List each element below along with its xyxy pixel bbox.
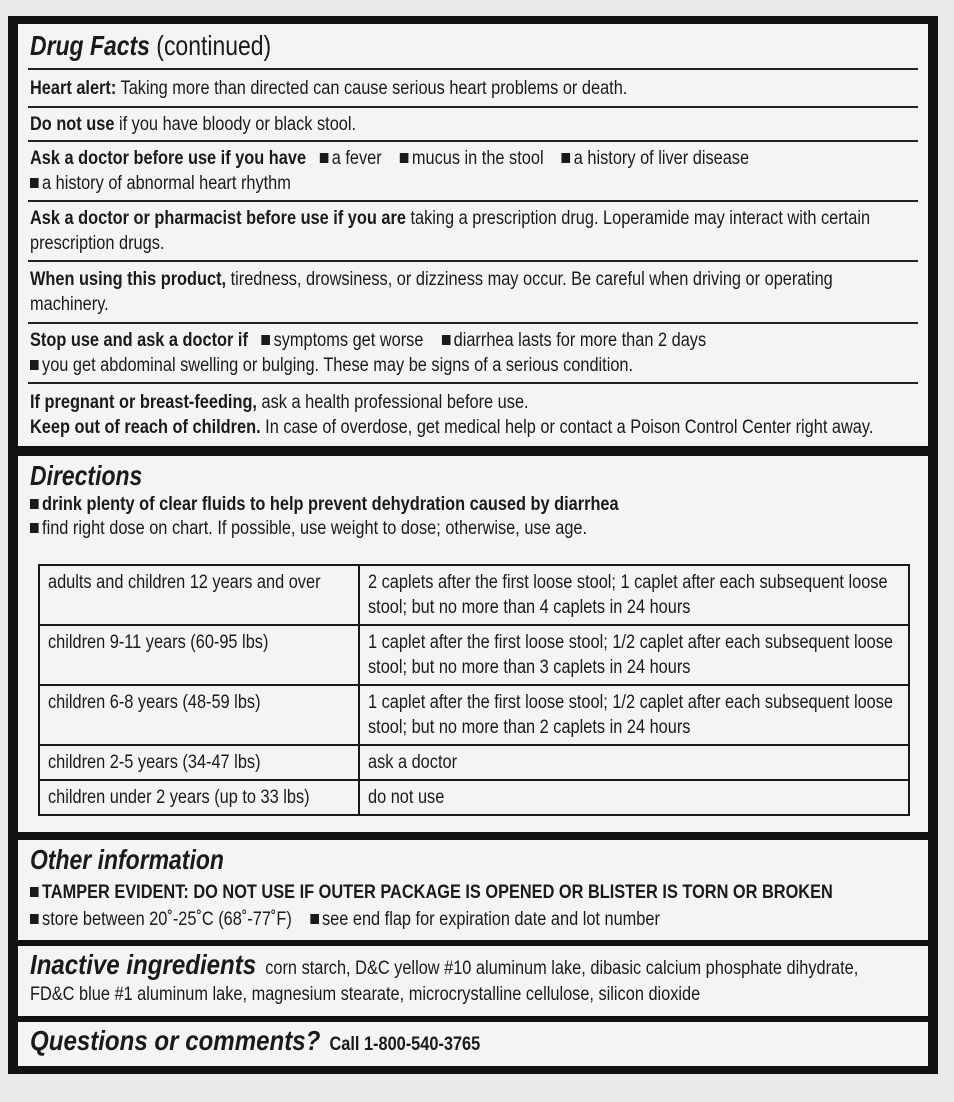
section-title <box>30 30 271 62</box>
warnings-section <box>18 24 928 446</box>
divider <box>28 140 918 142</box>
divider <box>28 200 918 202</box>
divider <box>28 260 918 262</box>
ask-doctor: Ask a doctor before use if you have a fever mucus in the stool a history of liver disease <box>30 148 750 169</box>
ask-doctor-cont: a history of abnormal heart rhythm <box>30 171 916 196</box>
dose-cell: 2 caplets after the first loose stool; 1 caplet after each subsequent loose stool; but no more than 4 caplets in 24 hours <box>359 565 909 625</box>
storage-info: store between 20˚-25˚C (68˚-77˚F) see end flap for expiration date and lot number <box>30 907 916 932</box>
questions-section <box>18 1022 928 1066</box>
age-group-cell: children under 2 years (up to 33 lbs) <box>39 780 359 815</box>
when-using-cont: machinery. <box>30 294 109 315</box>
dose-cell: ask a doctor <box>359 745 909 780</box>
table-row <box>39 625 909 685</box>
age-group-cell: children 6-8 years (48-59 lbs) <box>39 685 359 745</box>
divider <box>28 68 918 70</box>
stop-use: Stop use and ask a doctor if symptoms get worse diarrhea lasts for more than 2 days <box>30 330 707 351</box>
table-row <box>39 685 909 745</box>
table-row <box>39 780 909 815</box>
age-group-cell: adults and children 12 years and over <box>39 565 359 625</box>
divider <box>28 382 918 384</box>
do-not-use: Do not use if you have bloody or black stool. <box>30 114 357 135</box>
stop-use-cont: you get abdominal swelling or bulging. These may be signs of a serious condition. <box>30 353 916 378</box>
inactive-title: Inactive ingredients <box>30 949 257 980</box>
keep-out-of-reach: Keep out of reach of children. In case of overdose, get medical help or contact a Poison Control Center right away. <box>30 417 874 438</box>
table-row <box>39 565 909 625</box>
inactive-line-2: FD&C blue #1 aluminum lake, magnesium stearate, microcrystalline cellulose, silicon dioxide <box>30 984 701 1005</box>
age-group-cell: children 2-5 years (34-47 lbs) <box>39 745 359 780</box>
ask-pharmacist: Ask a doctor or pharmacist before use if you are taking a prescription drug. Loperamide may interact with certain <box>30 208 871 229</box>
heart-alert: Heart alert: Taking more than directed can cause serious heart problems or death. <box>30 78 628 99</box>
when-using: When using this product, tiredness, drowsiness, or dizziness may occur. Be careful when driving or operating <box>30 269 833 290</box>
questions-title: Questions or comments? <box>30 1025 321 1056</box>
inactive-line-1: Inactive ingredients corn starch, D&C yellow #10 aluminum lake, dibasic calcium phosphate dihydrate, <box>30 949 859 980</box>
title-suffix: (continued) <box>156 30 272 61</box>
ask-pharmacist-cont: prescription drugs. <box>30 233 165 254</box>
dosage-table <box>38 564 910 816</box>
tamper-evident: TAMPER EVIDENT: DO NOT USE IF OUTER PACKAGE IS OPENED OR BLISTER IS TORN OR BROKEN <box>30 880 916 905</box>
directions-bullet-2: find right dose on chart. If possible, use weight to dose; otherwise, use age. <box>30 516 916 541</box>
drug-facts-panel <box>8 16 938 1074</box>
inactive-ingredients-section <box>18 946 928 1016</box>
age-group-cell: children 9-11 years (60-95 lbs) <box>39 625 359 685</box>
directions-section <box>18 456 928 832</box>
pregnant: If pregnant or breast-feeding, ask a health professional before use. <box>30 392 529 413</box>
divider <box>28 106 918 108</box>
table-row <box>39 745 909 780</box>
dose-cell: 1 caplet after the first loose stool; 1/2 caplet after each subsequent loose stool; but no more than 3 caplets in 24 hours <box>359 625 909 685</box>
directions-title: Directions <box>30 460 143 491</box>
directions-bullet-1: drink plenty of clear fluids to help prevent dehydration caused by diarrhea <box>30 492 916 517</box>
other-info-title: Other information <box>30 844 224 875</box>
phone-number: Call 1-800-540-3765 <box>329 1034 481 1055</box>
dose-cell: 1 caplet after the first loose stool; 1/2 caplet after each subsequent loose stool; but no more than 2 caplets in 24 hours <box>359 685 909 745</box>
questions-line <box>30 1025 916 1057</box>
divider <box>28 322 918 324</box>
other-information-section <box>18 840 928 940</box>
dose-cell: do not use <box>359 780 909 815</box>
drug-facts-title: Drug Facts <box>30 30 150 61</box>
